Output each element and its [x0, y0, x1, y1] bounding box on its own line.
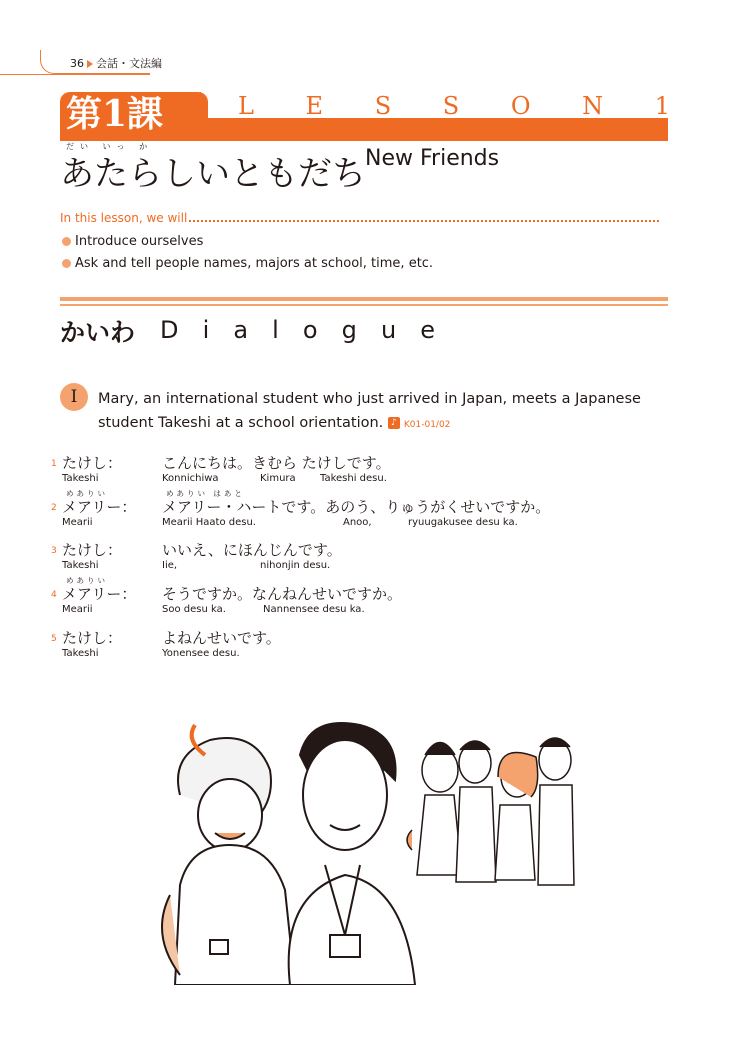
- line-number: 5: [51, 634, 57, 644]
- line-romaji: Kimura: [260, 473, 296, 484]
- dialogue-letter: u: [380, 316, 397, 344]
- line-romaji: Anoo,: [343, 517, 372, 528]
- lesson-letter: 1: [654, 92, 670, 120]
- line-japanese: こんにちは。きむら たけしです。: [162, 454, 391, 472]
- line-romaji: Konnichiwa: [162, 473, 219, 484]
- line-romaji: nihonjin desu.: [260, 560, 331, 571]
- lesson-word: [238, 92, 670, 120]
- line-number: 3: [51, 546, 57, 556]
- dotted-leader: [189, 220, 659, 222]
- section-rule-thin: [60, 304, 668, 306]
- lesson-letter: E: [305, 92, 324, 120]
- lesson-title-en: New Friends: [365, 146, 500, 171]
- dialogue-letter: a: [233, 316, 249, 344]
- dialogue-letter: g: [341, 316, 357, 344]
- takeshi-figure: [289, 723, 415, 985]
- line-furigana: めありい はあと: [166, 489, 245, 498]
- running-header: [70, 55, 162, 71]
- line-speaker: たけし：: [62, 541, 123, 559]
- lesson-title-jp: あたらしいともだち: [60, 154, 366, 194]
- line-speaker: たけし：: [62, 629, 123, 647]
- dialogue-letter: o: [302, 316, 318, 344]
- line-japanese: そうですか。なんねんせいですか。: [162, 585, 403, 603]
- section-label: 会話・文法編: [96, 57, 162, 70]
- line-speaker-romaji: Takeshi: [62, 473, 99, 484]
- mary-figure: [162, 725, 295, 985]
- dialogue-letter: l: [272, 316, 279, 344]
- lesson-number-furigana: だい いっ か: [66, 142, 154, 151]
- line-romaji: ryuugakusee desu ka.: [408, 517, 518, 528]
- scene-description: Mary, an international student who just arrived in Japan, meets a Japanese student Takeshi at a school orientation. ♪ K01-01/02: [98, 391, 641, 431]
- page-number: 36: [70, 57, 84, 70]
- line-speaker-romaji: Takeshi: [62, 560, 99, 571]
- audio-track-label[interactable]: K01-01/02: [403, 420, 451, 430]
- line-romaji: Soo desu ka.: [162, 604, 226, 615]
- goals-heading: In this lesson, we will: [60, 211, 668, 225]
- line-number: 1: [51, 459, 57, 469]
- orientation-illustration: [150, 715, 600, 985]
- lesson-letter: O: [510, 92, 531, 120]
- speaker-furigana: めありい: [66, 576, 108, 585]
- scene-marker: I: [60, 383, 88, 411]
- lesson-letter: N: [582, 92, 604, 120]
- dialogue-letter: D: [160, 316, 179, 344]
- goal-item: Introduce ourselves: [62, 234, 203, 249]
- line-speaker: メアリー：: [62, 498, 137, 516]
- group-of-students: [407, 738, 574, 885]
- bullet-icon: [62, 259, 71, 268]
- line-number: 4: [51, 590, 57, 600]
- line-speaker-romaji: Mearii: [62, 517, 93, 528]
- line-romaji: Nannensee desu ka.: [263, 604, 365, 615]
- speaker-furigana: めありい: [66, 489, 108, 498]
- section-rule-thick: [60, 297, 668, 301]
- line-romaji: Iie,: [162, 560, 178, 571]
- lesson-letter: S: [374, 92, 392, 120]
- lesson-number: 第1課: [66, 93, 164, 135]
- lesson-letter: L: [238, 92, 254, 120]
- line-romaji: Mearii Haato desu.: [162, 517, 256, 528]
- header-rule: [0, 74, 150, 75]
- line-japanese: メアリー・ハートです。あのう、りゅうがくせいですか。: [162, 498, 551, 516]
- arrow-right-icon: [87, 60, 93, 68]
- line-speaker-romaji: Takeshi: [62, 648, 99, 659]
- line-number: 2: [51, 503, 57, 513]
- line-romaji: Yonensee desu.: [162, 648, 240, 659]
- line-romaji: Takeshi desu.: [320, 473, 387, 484]
- audio-speaker-icon[interactable]: ♪: [388, 417, 400, 429]
- line-speaker-romaji: Mearii: [62, 604, 93, 615]
- line-speaker: メアリー：: [62, 585, 137, 603]
- bullet-icon: [62, 237, 71, 246]
- line-japanese: いいえ、にほんじんです。: [162, 541, 342, 559]
- dialogue-letter: i: [202, 316, 210, 344]
- dialogue-title-jp: かいわ: [60, 318, 136, 347]
- line-japanese: よねんせいです。: [162, 629, 281, 647]
- line-speaker: たけし：: [62, 454, 123, 472]
- dialogue-title-en: [160, 316, 435, 344]
- dialogue-letter: e: [420, 316, 435, 344]
- goal-item: Ask and tell people names, majors at school, time, etc.: [62, 256, 433, 271]
- lesson-letter: S: [442, 92, 460, 120]
